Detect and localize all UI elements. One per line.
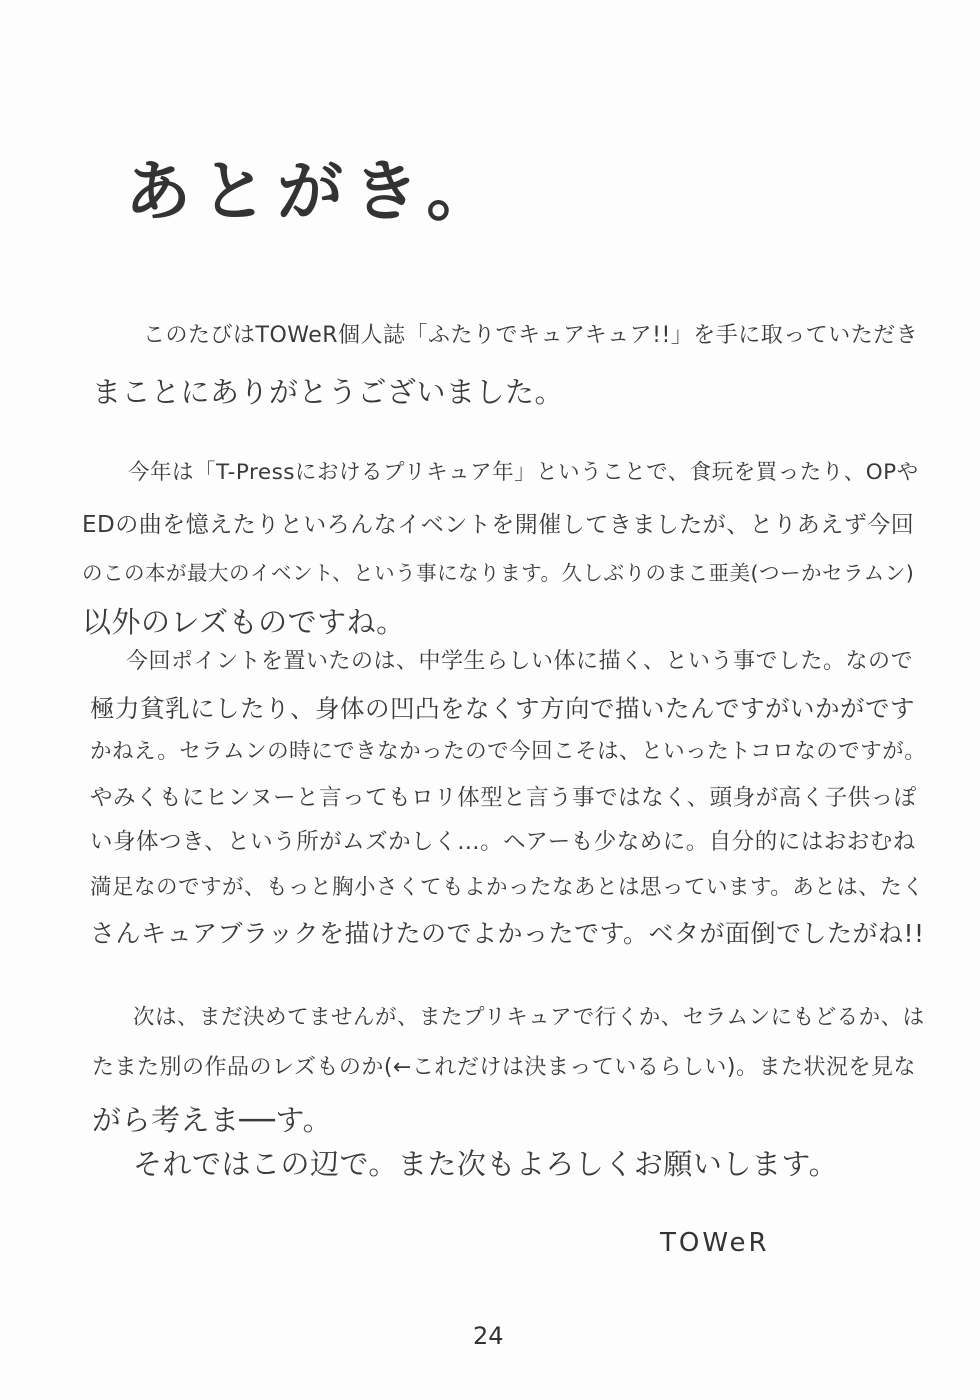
body-line: かねえ。セラムンの時にできなかったので今回こそは、といったトコロなのですが。: [90, 739, 927, 764]
body-line: 次は、まだ決めてませんが、またプリキュアで行くか、セラムンにもどるか、は: [133, 1005, 925, 1030]
afterword-title: あとがき。: [125, 153, 503, 230]
body-line: さんキュアブラックを描けたのでよかったです。ベタが面倒でしたがね!!: [90, 919, 925, 948]
body-line: EDの曲を憶えたりといろんなイベントを開催してきましたが、とりあえず今回: [82, 512, 915, 538]
body-line: 極力貧乳にしたり、身体の凹凸をなくす方向で描いたんですがいかがです: [90, 694, 915, 723]
body-line: まことにありがとうございました。: [92, 375, 565, 409]
body-line: のこの本が最大のイベント、という事になります。久しぶりのまこ亜美(つーかセラムン): [82, 561, 915, 585]
body-line: がら考えま──す。: [92, 1103, 333, 1137]
body-line: それではこの辺で。また次もよろしくお願いします。: [133, 1147, 839, 1181]
body-line: やみくもにヒンヌーと言ってもロリ体型と言う事ではなく、頭身が高く子供っぽ: [90, 785, 917, 811]
body-line: 今年は「T-Pressにおけるプリキュア年」ということで、食玩を買ったり、OPや: [128, 460, 919, 485]
body-line: 今回ポイントを置いたのは、中学生らしい体に描く、という事でした。なので: [126, 649, 914, 674]
author-signature: TOWeR: [660, 1228, 770, 1258]
body-line: このたびはTOWeR個人誌「ふたりでキュアキュア!!」を手に取っていただき: [143, 323, 919, 348]
body-line: 以外のレズものですね。: [82, 605, 406, 639]
body-line: 満足なのですが、もっと胸小さくてもよかったなあとは思っています。あとは、たく: [90, 875, 925, 900]
body-line: たまた別の作品のレズものか(←これだけは決まっているらしい)。また状況を見な: [92, 1055, 916, 1080]
body-line: い身体つき、という所がムズかしく…。ヘアーも少なめに。自分的にはおおむね: [90, 829, 916, 855]
page-number: 24: [473, 1322, 504, 1350]
